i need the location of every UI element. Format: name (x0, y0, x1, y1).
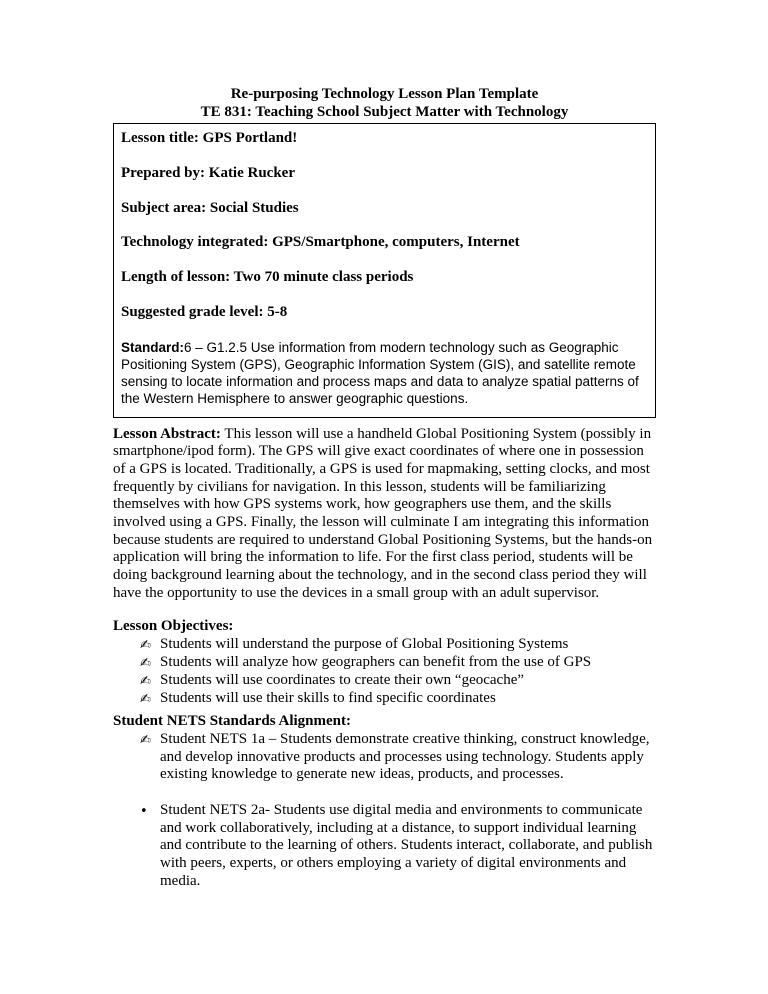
objective-text: Students will analyze how geographers can benefit from the use of GPS (160, 654, 592, 671)
abstract-label: Lesson Abstract: (113, 425, 221, 442)
document-title (113, 86, 656, 121)
document-title-line-2: TE 831: Teaching School Subject Matter with Technology (200, 103, 569, 120)
objective-item (113, 690, 656, 708)
lesson-abstract (113, 426, 656, 603)
nets-heading: Student NETS Standards Alignment: (113, 713, 351, 730)
objective-item (113, 636, 656, 654)
objective-item (113, 654, 656, 672)
nets-item-text: Student NETS 2a- Students use digital media and environments to communicate and work collaboratively, including at a distance, to support individual learning and contribute to the learning of others. Students interact, collaborate, and publish with peers, experts, or others employing a variety of digital environments and media. (160, 801, 653, 889)
hand-bullet-icon: ✍ (140, 692, 151, 708)
standard-text: 6 – G1.2.5 Use information from modern technology such as Geographic Positioning System (GPS), Geographic Information System (GIS), and satellite remote sensing to locate information and process maps and data to analyze spatial patterns of the Western Hemisphere to answer geographic questions. (121, 339, 639, 407)
objective-text: Students will use coordinates to create their own “geocache” (160, 672, 525, 689)
nets-item (113, 731, 656, 784)
dot-bullet-icon: • (140, 803, 148, 819)
objectives-heading: Lesson Objectives: (113, 618, 234, 635)
field-prepared-by: Prepared by: Katie Rucker (121, 165, 296, 182)
standard-label: Standard: (121, 339, 185, 355)
nets-item-text: Student NETS 1a – Students demonstrate creative thinking, construct knowledge, and develop innovative products and processes using technology. Students apply existing knowledge to generate new ideas, products, and processes. (160, 730, 650, 783)
abstract-text: This lesson will use a handheld Global Positioning System (possibly in smartphone/ipod form). The GPS will give exact coordinates of where one in possession of a GPS is located. Traditionally, a GPS is used for mapmaking, setting clocks, and most frequently by civilians for navigation. In this lesson, students will be familiarizing themselves with how GPS systems work, how geographers use them, and the skills involved using a GPS. Finally, the lesson will culminate I am integrating this information because students are required to understand Global Positioning Systems, but the hands-on application will bring the information to life. For the first class period, students will be doing background learning about the technology, and in the second class period they will have the opportunity to use the devices in a small group with an adult supervisor. (113, 425, 653, 601)
hand-bullet-icon: ✍ (140, 638, 151, 654)
objective-item (113, 672, 656, 690)
field-subject-area: Subject area: Social Studies (121, 199, 299, 216)
objective-text: Students will use their skills to find specific coordinates (160, 690, 496, 707)
document-title-line-1: Re-purposing Technology Lesson Plan Template (230, 86, 539, 102)
field-lesson-title: Lesson title: GPS Portland! (121, 130, 298, 147)
lesson-info-box (113, 123, 656, 417)
hand-bullet-icon: ✍ (140, 674, 151, 690)
field-lesson-length: Length of lesson: Two 70 minute class periods (121, 269, 414, 286)
objective-text: Students will understand the purpose of Global Positioning Systems (160, 636, 569, 653)
hand-bullet-icon: ✍ (140, 656, 151, 672)
standard-paragraph (121, 339, 645, 408)
field-grade-level: Suggested grade level: 5-8 (121, 303, 288, 320)
nets-item (113, 802, 656, 890)
field-technology-integrated: Technology integrated: GPS/Smartphone, computers, Internet (121, 234, 520, 251)
hand-bullet-icon: ✍ (140, 732, 151, 748)
